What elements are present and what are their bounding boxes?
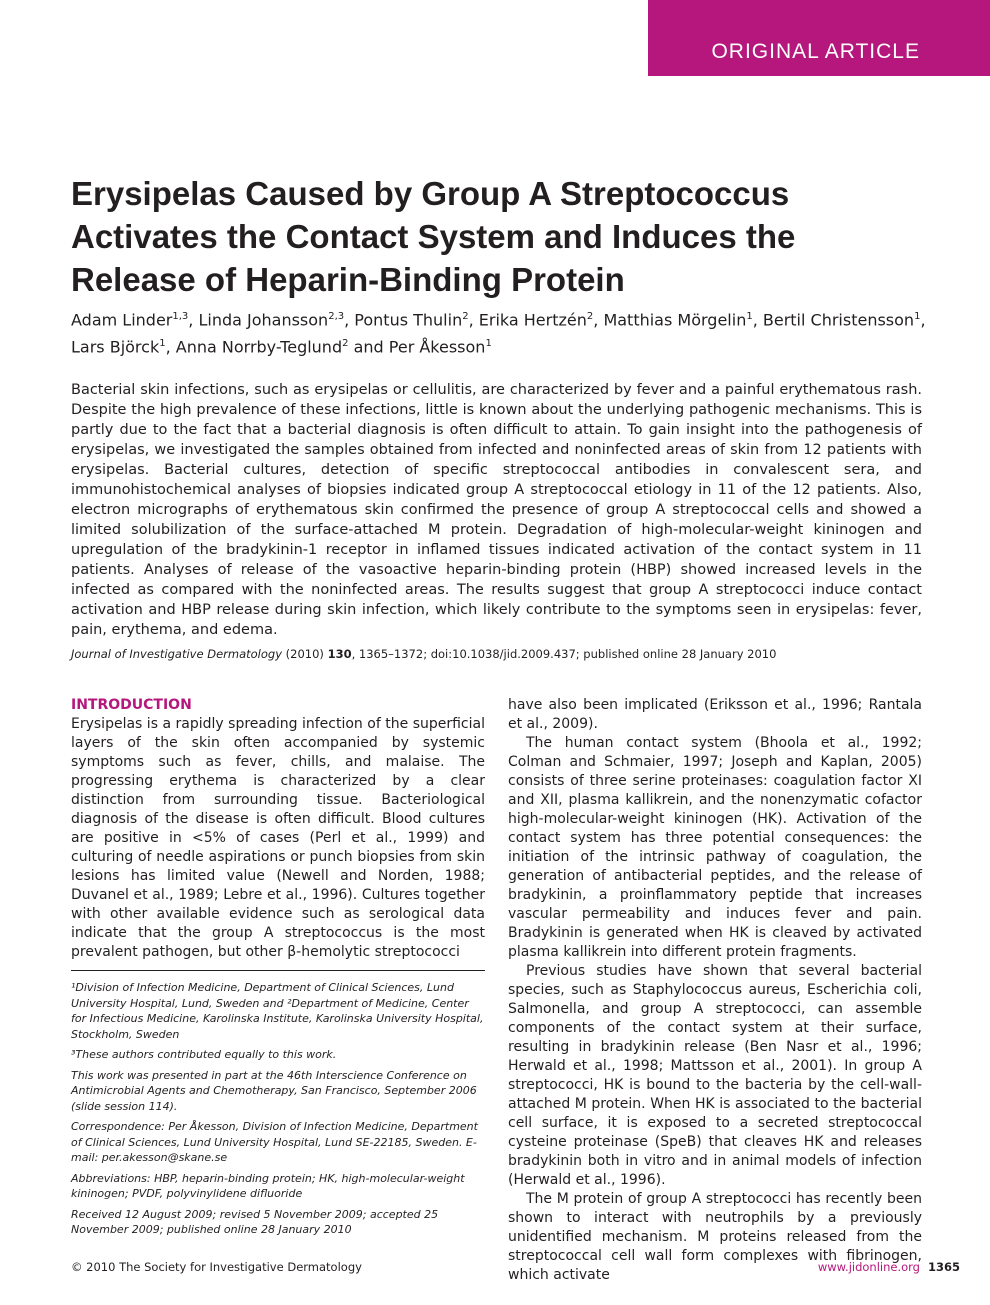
author-line-1: Adam Linder$^{1,3}$, Linda Johansson$^{2,3}$, Pontus Thulin$^2$, Erika Hertzén$^2$, Matthias Mörgelin$^1$, Bertil Christensson$^1$, xyxy=(71,310,926,330)
citation xyxy=(71,647,931,661)
footnote-correspondence: Correspondence: Per Åkesson, Division of Infection Medicine, Department of Clinical Sciences, Lund University Hospital, Lund SE-22185, Sweden. E-mail: per.akesson@skane.se xyxy=(71,1120,478,1164)
author-affiliation: 1 xyxy=(485,338,492,350)
left-column xyxy=(71,696,485,962)
author-affiliation: 2 xyxy=(586,311,594,322)
author-name: Adam Linder xyxy=(71,310,173,330)
footnotes xyxy=(71,980,485,1243)
section-heading-introduction: INTRODUCTION xyxy=(71,697,192,713)
title-line: Release of Heparin-Binding Protein xyxy=(71,261,625,298)
author-name: Pontus Thulin xyxy=(354,310,463,330)
author-name: Anna Norrby-Teglund xyxy=(175,337,343,357)
author-affiliation: 1 xyxy=(914,311,921,322)
title-line: Erysipelas Caused by Group A Streptococcus xyxy=(71,175,790,212)
article-title xyxy=(71,172,931,301)
citation-year: (2010) xyxy=(282,647,328,661)
author-name: Per Åkesson xyxy=(388,337,486,357)
footnote-equal-contribution: ³These authors contributed equally to this work. xyxy=(71,1048,337,1061)
footnote-affiliations: ¹Division of Infection Medicine, Department of Clinical Sciences, Lund University Hospital, Lund, Sweden and ²Department of Medicine, Center for Infectious Medicine, Karolinska Institute, Karolinska University Hospital, Stockholm, Sweden xyxy=(71,981,484,1041)
article-type-label: ORIGINAL ARTICLE xyxy=(711,40,920,63)
author-affiliation: 2 xyxy=(342,338,349,350)
title-line: Activates the Contact System and Induces the xyxy=(71,218,796,255)
footer-page-info xyxy=(818,1260,960,1274)
author-name: Bertil Christensson xyxy=(762,310,915,330)
footnote-presentation: This work was presented in part at the 46th Interscience Conference on Antimicrobial Agents and Chemotherapy, San Francisco, September 2006 (slide session 114). xyxy=(71,1068,477,1113)
author-list xyxy=(71,305,931,360)
author-name: Erika Hertzén xyxy=(478,310,587,330)
author-affiliation: 1 xyxy=(746,311,753,322)
journal-url-link[interactable]: www.jidonline.org xyxy=(817,1260,920,1274)
author-affiliation: 1 xyxy=(159,338,166,350)
body-paragraph: have also been implicated (Eriksson et al., 1996; Rantala et al., 2009). xyxy=(508,697,922,732)
author-affiliation: 1,3 xyxy=(172,311,189,322)
author-affiliation: 2,3 xyxy=(328,311,345,322)
author-affiliation: 2 xyxy=(462,311,469,322)
footer-copyright: © 2010 The Society for Investigative Dermatology xyxy=(71,1260,362,1274)
right-column xyxy=(508,696,922,1285)
citation-volume: 130 xyxy=(327,647,352,661)
author-name: Lars Björck xyxy=(71,337,160,357)
footnote-abbreviations: Abbreviations: HBP, heparin-binding protein; HK, high-molecular-weight kininogen; PVDF, polyvinylidene difluoride xyxy=(71,1171,465,1200)
article-type-banner xyxy=(648,0,990,76)
body-paragraph: The M protein of group A streptococci has recently been shown to interact with neutrophils by a previously unidentified mechanism. M proteins released from the streptococcal cell wall form complexes with fibrinogen, which activate xyxy=(508,1191,922,1283)
body-paragraph: The human contact system (Bhoola et al., 1992; Colman and Schmaier, 1997; Joseph and Kaplan, 2005) consists of three serine proteinases: coagulation factor XI and XII, plasma kallikrein, and the nonenzymatic cofactor high-molecular-weight kininogen (HK). Activation of the contact system has three potential consequences: the initiation of the intrinsic pathway of coagulation, the generation of antibacterial peptides, and the release of bradykinin, a proinflammatory peptide that increases vascular permeability and induces fever and pain. Bradykinin is generated when HK is cleaved by activated plasma kallikrein into different protein fragments. xyxy=(508,735,922,960)
body-paragraph: Erysipelas is a rapidly spreading infection of the superficial layers of the skin often accompanied by systemic symptoms such as fever, chills, and malaise. The progressing erythema is characterized by a clear distinction from surrounding tissue. Bacteriological diagnosis of the disease is often difficult. Blood cultures are positive in <5% of cases (Perl et al., 1999) and culturing of needle aspirations or punch biopsies from skin lesions has limited value (Newell and Norden, 1988; Duvanel et al., 1989; Lebre et al., 1996). Cultures together with other available evidence such as serological data indicate that the group A streptococcus is the most prevalent pathogen, but other β-hemolytic streptococci xyxy=(71,716,485,960)
page-number: 1365 xyxy=(927,1260,960,1274)
author-line-2: Lars Björck$^1$, Anna Norrby-Teglund$^2$ and Per Åkesson$^1$ xyxy=(71,337,492,357)
abstract: Bacterial skin infections, such as erysipelas or cellulitis, are characterized by fever and a painful erythematous rash. Despite the high prevalence of these infections, little is known about the underlying pathogenic mechanisms. This is partly due to the fact that a bacterial diagnosis is often difficult to attain. To gain insight into the pathogenesis of erysipelas, we investigated the samples obtained from infected and noninfected areas of skin from 12 patients with erysipelas. Bacterial cultures, detection of specific streptococcal antibodies in convalescent sera, and immunohistochemical analyses of biopsies indicated group A streptococcal etiology in 11 of the 12 patients. Also, electron micrographs of erythematous skin confirmed the presence of group A streptococcal cells and showed a limited solubilization of the surface-attached M protein. Degradation of high-molecular-weight kininogen and upregulation of the bradykinin-1 receptor in inflamed tissues indicated activation of the contact system in 11 patients. Analyses of release of the vasoactive heparin-binding protein (HBP) showed increased levels in the infected as compared with the noninfected areas. The results suggest that group A streptococci induce contact activation and HBP release during skin infection, which likely contribute to the symptoms seen in erysipelas: fever, pain, erythema, and edema. xyxy=(71,382,922,638)
citation-journal: Journal of Investigative Dermatology xyxy=(71,647,283,661)
footnote-divider xyxy=(71,970,485,971)
author-name: Linda Johansson xyxy=(198,310,329,330)
body-paragraph: Previous studies have shown that several bacterial species, such as Staphylococcus aureus, Escherichia coli, Salmonella, and group A streptococci, can assemble components of the contact system at their surface, resulting in bradykinin release (Ben Nasr et al., 1996; Herwald et al., 1998; Mattsson et al., 2001). In group A streptococci, HK is bound to the bacteria by the cell-wall-attached M protein. When HK is associated to the bacterial cell surface, it is exposed to a secreted streptococcal cysteine proteinase (SpeB) that cleaves HK and releases bradykinin both in vitro and in animal models of infection (Herwald et al., 1996). xyxy=(508,963,922,1188)
citation-details: , 1365–1372; doi:10.1038/jid.2009.437; published online 28 January 2010 xyxy=(351,647,777,661)
author-name: Matthias Mörgelin xyxy=(603,310,747,330)
footnote-dates: Received 12 August 2009; revised 5 November 2009; accepted 25 November 2009; published online 28 January 2010 xyxy=(71,1207,439,1236)
